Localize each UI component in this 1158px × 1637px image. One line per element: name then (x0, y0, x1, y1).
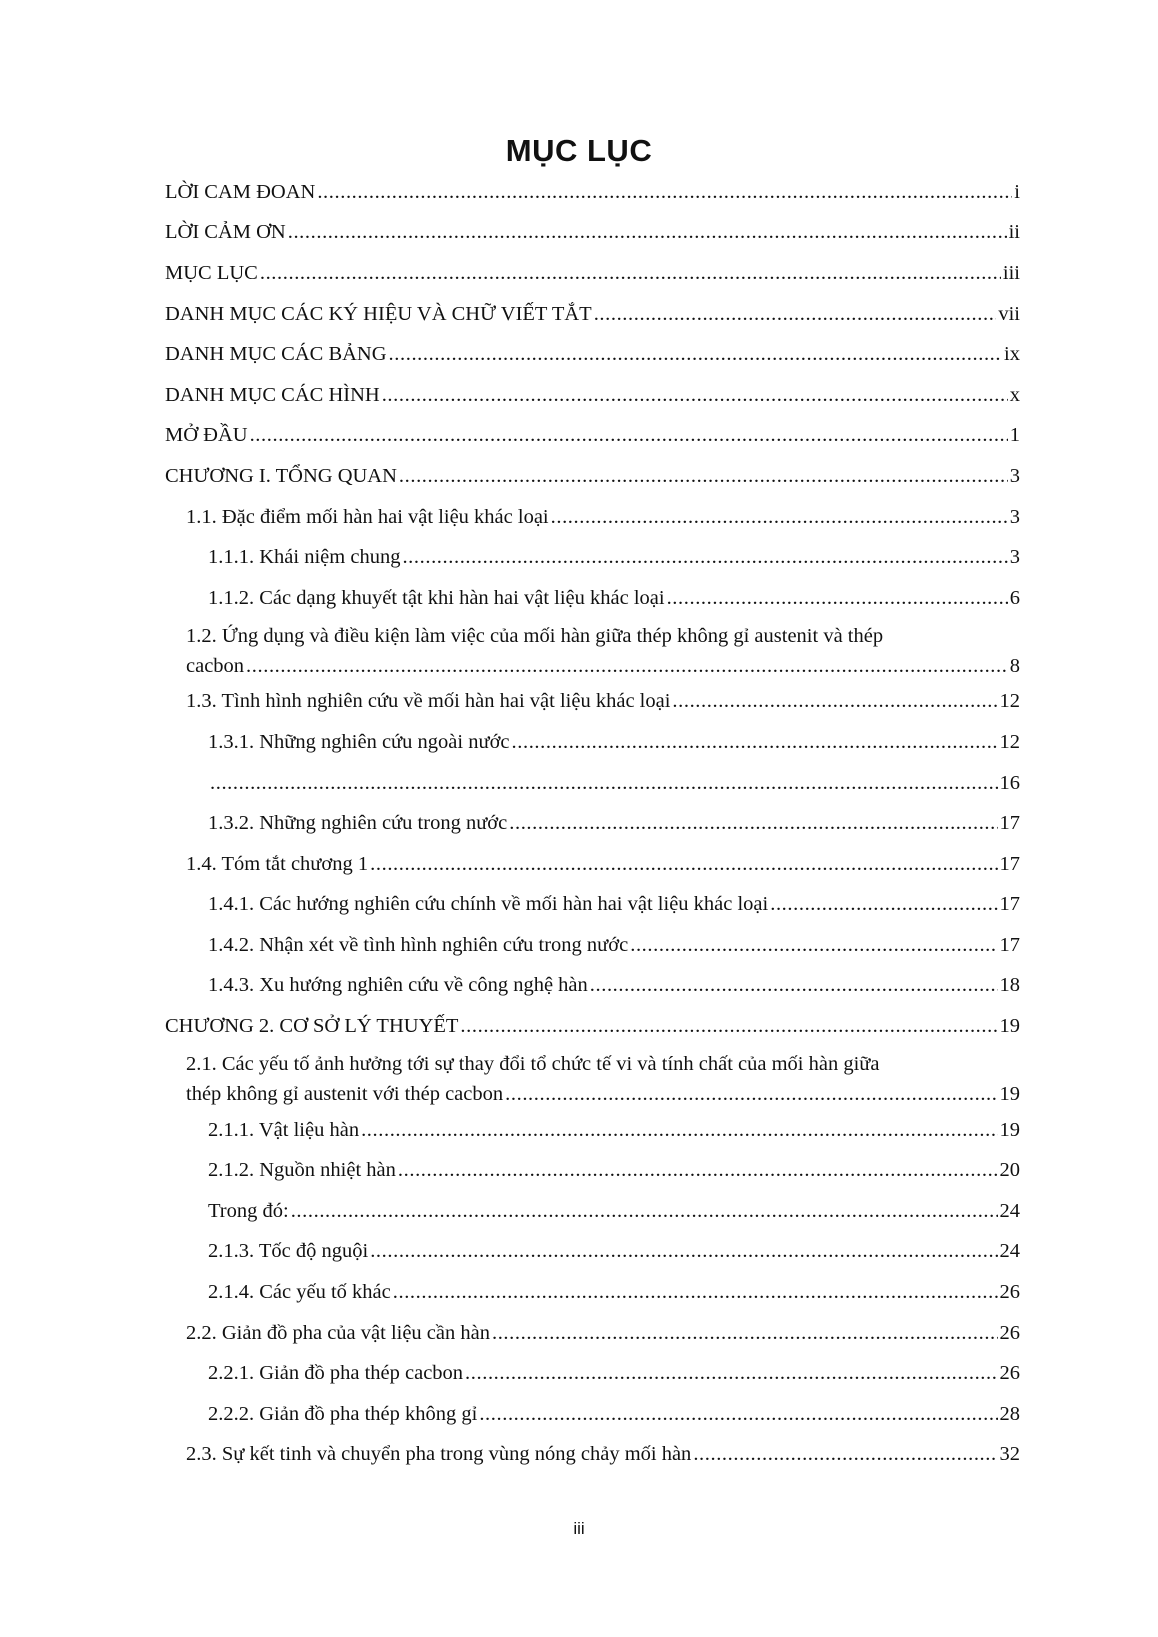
toc-entry-page: 3 (1009, 464, 1020, 487)
dot-leader (250, 424, 1008, 447)
dot-leader (590, 974, 998, 997)
toc-entry-page: 28 (999, 1402, 1020, 1425)
page-title: MỤC LỤC (505, 133, 653, 168)
toc-entry-label: 2.1.1. Vật liệu hàn (208, 1118, 360, 1141)
toc-entry-2-3[interactable] (165, 1435, 1020, 1476)
dot-leader (770, 893, 997, 916)
dot-leader (389, 343, 1003, 366)
toc-entry-page: 24 (999, 1240, 1020, 1263)
toc-entry-page: ii (1008, 221, 1020, 244)
toc-entry-2-2-1[interactable] (165, 1353, 1020, 1394)
toc-entry-label: MỞ ĐẦU (165, 424, 248, 447)
toc-entry-page: 32 (999, 1443, 1020, 1466)
toc-entry-loi-cam-on[interactable] (165, 213, 1020, 254)
dot-leader (399, 465, 1008, 488)
toc-entry-label: 2.3. Sự kết tinh và chuyển pha trong vùng nóng chảy mối hàn (186, 1443, 692, 1466)
dot-leader (260, 262, 1001, 285)
toc-entry-label: 1.4.1. Các hướng nghiên cứu chính về mối hàn hai vật liệu khác loại (208, 893, 769, 916)
dot-leader (693, 1443, 997, 1466)
toc-entry-page: 16 (999, 771, 1020, 794)
dot-leader (551, 506, 1008, 529)
toc-entry-page: 18 (999, 974, 1020, 997)
dot-leader (393, 1281, 998, 1304)
dot-leader (370, 853, 997, 876)
toc-entry-label: 1.1. Đặc điểm mối hàn hai vật liệu khác loại (186, 505, 549, 528)
dot-leader (505, 1083, 997, 1106)
toc-entry-label-line1: 2.1. Các yếu tố ảnh hưởng tới sự thay đổi tổ chức tế vi và tính chất của mối hàn giữa (186, 1052, 880, 1075)
toc-entry-page: 6 (1009, 586, 1020, 609)
toc-entry-2-1-4[interactable] (165, 1272, 1020, 1313)
toc-entry-page: 19 (999, 1083, 1020, 1106)
dot-leader (512, 731, 998, 754)
toc-entry-label: CHƯƠNG I. TỔNG QUAN (165, 464, 397, 487)
toc-entry-1-2[interactable] (165, 619, 1020, 682)
toc-entry-page: 26 (999, 1281, 1020, 1304)
toc-entry-label: 2.1.2. Nguồn nhiệt hàn (208, 1159, 396, 1182)
toc-entry-1-3[interactable] (165, 682, 1020, 723)
toc-entry-1-1-1[interactable] (165, 537, 1020, 578)
toc-entry-label: 1.1.1. Khái niệm chung (208, 546, 401, 569)
toc-entry-1-4[interactable] (165, 844, 1020, 885)
toc-entry-label: LỜI CẢM ƠN (165, 221, 286, 244)
toc-entry-2-1[interactable] (165, 1047, 1020, 1110)
toc-entry-label: DANH MỤC CÁC KÝ HIỆU VÀ CHỮ VIẾT TẮT (165, 302, 592, 325)
toc-entry-2-1-2[interactable] (165, 1150, 1020, 1191)
dot-leader (370, 1240, 997, 1263)
toc-entry-unlabeled[interactable] (165, 763, 1020, 804)
toc-entry-page: 20 (999, 1159, 1020, 1182)
table-of-contents (165, 172, 1020, 1475)
toc-entry-page: x (1009, 383, 1020, 406)
dot-leader (402, 546, 1007, 569)
dot-leader (594, 303, 997, 326)
dot-leader (492, 1322, 998, 1345)
toc-entry-2-1-1[interactable] (165, 1110, 1020, 1151)
dot-leader (479, 1403, 997, 1426)
toc-entry-1-4-2[interactable] (165, 925, 1020, 966)
toc-entry-label: 1.4. Tóm tắt chương 1 (186, 852, 369, 875)
toc-entry-label: 1.3.1. Những nghiên cứu ngoài nước (208, 730, 510, 753)
toc-entry-page: 1 (1009, 424, 1020, 447)
toc-entry-page: 26 (999, 1362, 1020, 1385)
toc-entry-1-1[interactable] (165, 497, 1020, 538)
toc-entry-page: 3 (1009, 505, 1020, 528)
dot-leader (630, 934, 997, 957)
toc-entry-label-line2: cacbon (186, 655, 245, 678)
toc-entry-page: 19 (999, 1118, 1020, 1141)
toc-entry-page: 12 (999, 690, 1020, 713)
toc-entry-page: 19 (999, 1015, 1020, 1038)
toc-entry-muc-luc[interactable] (165, 253, 1020, 294)
toc-entry-mo-dau[interactable] (165, 416, 1020, 457)
toc-entry-page: 17 (999, 893, 1020, 916)
dot-leader (288, 221, 1007, 244)
toc-entry-label: CHƯƠNG 2. CƠ SỞ LÝ THUYẾT (165, 1015, 459, 1038)
toc-entry-1-3-1[interactable] (165, 722, 1020, 763)
toc-entry-label: 1.1.2. Các dạng khuyết tật khi hàn hai vật liệu khác loại (208, 586, 665, 609)
toc-entry-page: 24 (999, 1199, 1020, 1222)
page-number: iii (573, 1519, 585, 1538)
toc-entry-label: 1.4.2. Nhận xét về tình hình nghiên cứu trong nước (208, 933, 629, 956)
toc-entry-page: ix (1004, 343, 1020, 366)
toc-entry-1-3-2[interactable] (165, 803, 1020, 844)
toc-entry-label: 2.1.3. Tốc độ nguội (208, 1240, 369, 1263)
dot-leader (509, 812, 997, 835)
toc-entry-1-4-1[interactable] (165, 885, 1020, 926)
dot-leader (361, 1119, 997, 1142)
toc-entry-page: vii (998, 302, 1020, 325)
dot-leader (460, 1015, 997, 1038)
toc-entry-trong-do[interactable] (165, 1191, 1020, 1232)
toc-entry-page: 12 (999, 730, 1020, 753)
toc-entry-page: 3 (1009, 546, 1020, 569)
toc-entry-ky-hieu[interactable] (165, 294, 1020, 335)
toc-entry-page: 17 (999, 812, 1020, 835)
toc-entry-label: 2.2.1. Giản đồ pha thép cacbon (208, 1362, 464, 1385)
toc-entry-label: 2.2.2. Giản đồ pha thép không gỉ (208, 1402, 478, 1425)
dot-leader (210, 772, 998, 795)
toc-entry-1-1-2[interactable] (165, 578, 1020, 619)
toc-entry-page: 8 (1009, 655, 1020, 678)
toc-entry-2-1-3[interactable] (165, 1232, 1020, 1273)
dot-leader (672, 690, 997, 713)
toc-entry-2-2[interactable] (165, 1313, 1020, 1354)
toc-entry-label: DANH MỤC CÁC HÌNH (165, 383, 380, 406)
toc-entry-page: 17 (999, 852, 1020, 875)
toc-entry-page: iii (1002, 261, 1020, 284)
toc-entry-label: DANH MỤC CÁC BẢNG (165, 343, 387, 366)
toc-entry-chuong-2[interactable] (165, 1006, 1020, 1047)
toc-entry-label-line1: 1.2. Ứng dụng và điều kiện làm việc của mối hàn giữa thép không gỉ austenit và thép (186, 624, 884, 647)
dot-leader (465, 1362, 997, 1385)
toc-entry-label: 2.2. Giản đồ pha của vật liệu cần hàn (186, 1321, 490, 1344)
toc-entry-label: 1.3.2. Những nghiên cứu trong nước (208, 812, 508, 835)
toc-entry-danh-muc-hinh[interactable] (165, 375, 1020, 416)
toc-entry-loi-cam-doan[interactable] (165, 172, 1020, 213)
dot-leader (291, 1200, 998, 1223)
toc-entry-chuong-1[interactable] (165, 456, 1020, 497)
dot-leader (382, 384, 1008, 407)
dot-leader (398, 1159, 998, 1182)
dot-leader (667, 587, 1008, 610)
toc-entry-danh-muc-bang[interactable] (165, 334, 1020, 375)
toc-entry-label: 2.1.4. Các yếu tố khác (208, 1281, 391, 1304)
dot-leader (246, 655, 1008, 678)
toc-entry-label: Trong đó: (208, 1199, 289, 1222)
toc-entry-label: 1.4.3. Xu hướng nghiên cứu về công nghệ hàn (208, 974, 588, 997)
toc-entry-label: 1.3. Tình hình nghiên cứu về mối hàn hai vật liệu khác loại (186, 690, 671, 713)
toc-entry-1-4-3[interactable] (165, 966, 1020, 1007)
toc-entry-label: MỤC LỤC (165, 261, 258, 284)
toc-entry-page: 26 (999, 1321, 1020, 1344)
toc-entry-page: i (1014, 180, 1020, 203)
toc-entry-page: 17 (999, 933, 1020, 956)
dot-leader (317, 181, 1012, 204)
toc-entry-label-line2: thép không gỉ austenit với thép cacbon (186, 1083, 504, 1106)
toc-entry-label: LỜI CAM ĐOAN (165, 180, 316, 203)
toc-entry-2-2-2[interactable] (165, 1394, 1020, 1435)
